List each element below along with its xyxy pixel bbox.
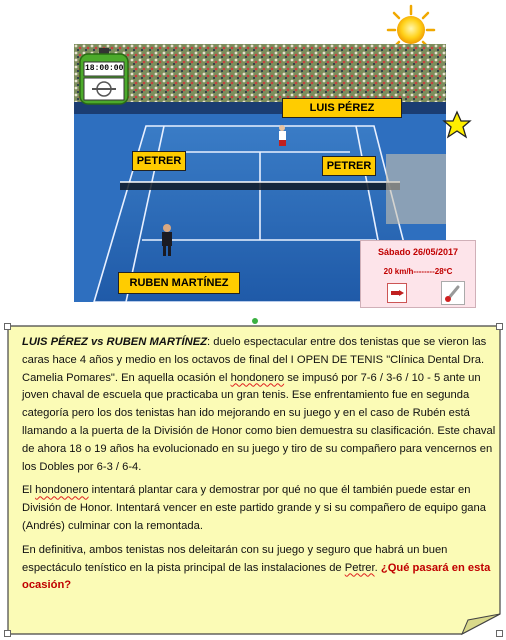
- note-text[interactable]: [22, 334, 502, 601]
- clock-widget: [78, 48, 130, 106]
- side-label-left: PETRER: [132, 151, 186, 171]
- weather-date: Sábado 26/05/2017: [377, 247, 459, 257]
- side-label-right: PETRER: [322, 156, 376, 176]
- note-paragraph-3: [22, 542, 502, 595]
- player-far: [279, 125, 286, 146]
- player-label-bottom: RUBEN MARTÍNEZ: [118, 272, 240, 294]
- resize-handle-tr[interactable]: [496, 323, 503, 330]
- note-paragraph-1: [22, 334, 502, 476]
- wind-icon: [387, 283, 407, 303]
- note-card: [6, 318, 502, 636]
- spellcheck-word: hondonero: [35, 484, 89, 497]
- star-icon: [442, 110, 472, 140]
- spellcheck-word: Petrer: [344, 561, 375, 574]
- note-text-span: .: [374, 561, 381, 574]
- weather-card: [360, 240, 476, 308]
- resize-handle-bl[interactable]: [4, 630, 11, 637]
- note-text-span: se impusó por 7-6 / 3-6 / 10 - 5 ante un joven chaval de escuela que practicaba un gran tenis. Ese enfrentamiento fue en segunda categoría pero los dos tenistas han ido mejorando en su juego y en el caso de Rubén está llamando a la puerta de la División de Honor como bien demuestra su clasificación. Este chaval de ahora 18 o 19 años ha evolucionado en su juego y tiro de su compañero para vencernos en los Dobles por 6-3 / 6-4.: [22, 371, 496, 473]
- note-text-span: intentará plantar cara y demostrar por qué no que él también puede estar en División de Honor. Intentará vencer en este partido grande y si su compañero de equipo gana (Andrés) culminar con la remontada.: [22, 484, 486, 532]
- note-title: LUIS PÉREZ vs RUBEN MARTÍNEZ: [22, 336, 208, 348]
- note-paragraph-2: [22, 482, 502, 535]
- stopwatch-icon: [78, 48, 130, 106]
- note-text-span: : duelo espectacular entre dos tenistas que se vieron las caras hace 4 años y medio en los octavos de final del I OPEN DE TENIS "Clínica Dental Dra. Camelia Pomares". En aquella ocasión el: [22, 336, 487, 384]
- note-question: ¿Qué pasará en esta ocasión?: [22, 561, 491, 592]
- weather-conditions: 20 km/h--------28ºC: [383, 267, 453, 276]
- rotate-handle[interactable]: [252, 318, 258, 324]
- resize-handle-tl[interactable]: [4, 323, 11, 330]
- resize-handle-br[interactable]: [496, 630, 503, 637]
- note-text-span: En definitiva, ambos tenistas nos deleitarán con su juego y seguro que habrá un buen espectáculo tenístico en la pista principal de las instalaciones de: [22, 543, 448, 574]
- clock-time: 18:00:00: [85, 64, 124, 73]
- player-label-top: LUIS PÉREZ: [282, 98, 402, 118]
- spellcheck-word: hondonero: [230, 371, 285, 384]
- thermometer-icon: [441, 281, 465, 305]
- note-text-span: El: [22, 484, 36, 497]
